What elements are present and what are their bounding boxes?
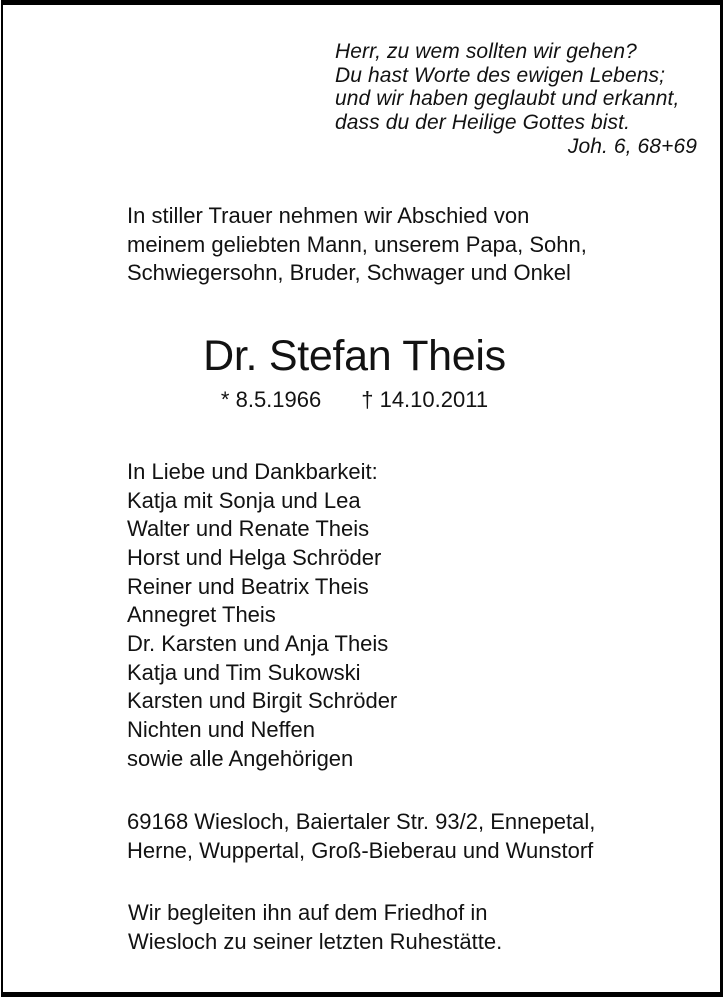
locations-text (127, 808, 595, 865)
mourner-line: Dr. Karsten und Anja Theis (127, 630, 389, 656)
mourners-heading: In Liebe und Dankbarkeit: (127, 459, 378, 484)
deceased-name: Dr. Stefan Theis (203, 332, 506, 380)
mourners-section (127, 458, 397, 773)
closing-text (128, 899, 502, 956)
death-date: † 14.10.2011 (361, 387, 489, 412)
intro-line: Schwiegersohn, Bruder, Schwager und Onkel (127, 260, 571, 286)
mourner-line: Karsten und Birgit Schröder (127, 688, 398, 714)
mourner-line: Katja und Tim Sukowski (127, 659, 361, 685)
mourner-line: sowie alle Angehörigen (127, 745, 354, 771)
scripture-quote (335, 40, 697, 159)
scripture-quote-line: und wir haben geglaubt und erkannt, (335, 87, 680, 111)
scripture-quote-lines (335, 40, 697, 135)
mourner-line: Horst und Helga Schröder (127, 544, 382, 570)
mourner-line: Annegret Theis (127, 602, 276, 628)
mourner-line: Nichten und Neffen (127, 716, 315, 742)
mourner-line: Reiner und Beatrix Theis (127, 573, 369, 599)
mourners-list (127, 487, 397, 774)
intro-text (127, 202, 587, 288)
birth-date: * 8.5.1966 (220, 387, 322, 412)
scripture-quote-line: Herr, zu wem sollten wir gehen? (335, 40, 637, 63)
scripture-quote-line: dass du der Heilige Gottes bist. (335, 111, 631, 135)
scripture-reference: Joh. 6, 68+69 (567, 134, 697, 158)
scripture-quote-line: Du hast Worte des ewigen Lebens; (335, 63, 666, 87)
closing-line: Wiesloch zu seiner letzten Ruhestätte. (128, 928, 503, 954)
intro-line: In stiller Trauer nehmen wir Abschied von (127, 203, 530, 228)
closing-line: Wir begleiten ihn auf dem Friedhof in (128, 900, 488, 925)
address-line: 69168 Wiesloch, Baiertaler Str. 93/2, Ennepetal, (127, 809, 596, 834)
mourner-line: Walter und Renate Theis (127, 516, 370, 542)
life-dates (0, 387, 709, 413)
mourner-line: Katja mit Sonja und Lea (127, 487, 361, 513)
intro-line: meinem geliebten Mann, unserem Papa, Sohn, (127, 231, 587, 257)
address-line: Herne, Wuppertal, Groß-Bieberau und Wunstorf (127, 837, 594, 863)
